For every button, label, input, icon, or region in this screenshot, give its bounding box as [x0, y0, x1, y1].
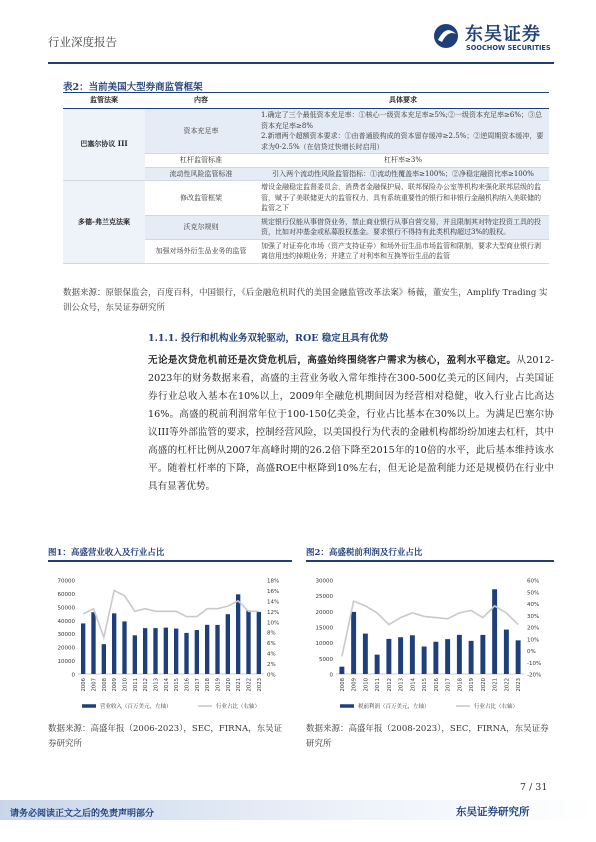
y-tick-label-right: 50% — [527, 590, 540, 597]
bar — [174, 629, 178, 674]
column-header: 监管法案 — [63, 93, 145, 109]
y-tick-label-left: 30000 — [315, 578, 333, 585]
x-tick-label: 2010 — [122, 678, 129, 692]
body-text: 从2012-2023年的财务数据来看，高盛的主营业务收入常年维持在300-500亿美元的区间内，占美国证券行业总收入基本在10%以上，2009年全融危机期间因为经营相对稳健，收入行业占比高达16%。高盛的税前利润常年位于100-150亿美金，行业占比基本在30%以上。为满足巴塞尔协议III等外部监管的要求，控制经营风险，以美国投行为代表的金融机构都纷纷加速去杠杆，其中高盛的杠杆比例从2007年高峰时期的26.2倍下降至2015年的10倍的水平，此后基本维持该水平。随着杠杆率的下降，高盛ROE中枢降到10%左右，但无论是盈利能力还是规模仍在行业中具有显著优势。 — [148, 355, 554, 492]
bar — [339, 667, 344, 674]
logo-text-en: SOOCHOW SECURITIES — [466, 44, 551, 52]
figure-1-divider — [48, 560, 292, 562]
x-tick-label: 2007 — [91, 678, 98, 692]
y-tick-label-right: 10% — [527, 637, 540, 644]
bar — [516, 640, 521, 674]
bar — [504, 630, 509, 674]
x-tick-label: 2021 — [492, 678, 499, 692]
x-tick-label: 2014 — [163, 678, 170, 692]
law-cell: 多德-弗兰克法案 — [63, 181, 145, 264]
requirement-cell — [257, 109, 549, 154]
requirement-cell: 增设金融稳定监督委员会，消费者金融保护局、联邦保险办公室等机构来强化联邦层级的监管，赋予了美联储更大的监管权力，具有系统重要性的银行和非银行金融机构纳入美联储的监管之下 — [257, 181, 549, 216]
legend-label: 行业占比（右轴） — [474, 704, 519, 710]
bar — [112, 613, 116, 674]
content-cell: 杠杆监管标准 — [145, 154, 257, 168]
x-tick-label: 2014 — [410, 678, 417, 692]
y-tick-label-right: 20% — [527, 625, 540, 632]
x-tick-label: 2013 — [398, 678, 405, 692]
bar — [122, 621, 126, 674]
x-tick-label: 2023 — [516, 678, 523, 692]
x-tick-label: 2021 — [236, 678, 243, 692]
law-cell: 巴塞尔协议 III — [63, 109, 145, 181]
legend-label: 税前利润（百万美元，左轴） — [358, 704, 430, 710]
y-tick-label-left: 10000 — [315, 641, 333, 648]
x-tick-label: 2018 — [205, 678, 212, 692]
bar — [445, 639, 450, 674]
content-cell: 流动性风险监管标准 — [145, 167, 257, 181]
section-heading: 1.1.1. 投行和机构业务双轮驱动，ROE 稳定且具有优势 — [148, 333, 389, 344]
bar — [410, 635, 415, 674]
bar — [386, 639, 391, 674]
x-tick-label: 2006 — [81, 678, 88, 692]
x-tick-label: 2016 — [433, 678, 440, 692]
x-tick-label: 2019 — [469, 678, 476, 692]
bar — [81, 623, 85, 674]
requirement-cell: 规定银行仅能从事借贷业务，禁止商业银行从事自营交易，并且限制其对特定投资工具的投资，比如对冲基金或私募股权基金。要求银行不得持有此类机构超过3%的股权。 — [257, 215, 549, 239]
x-tick-label: 2023 — [256, 678, 263, 692]
bar — [363, 634, 368, 674]
content-cell: 资本充足率 — [145, 109, 257, 154]
x-tick-label: 2015 — [174, 678, 181, 692]
x-tick-label: 2011 — [375, 678, 382, 692]
y-tick-label-left: 15000 — [315, 625, 333, 632]
x-tick-label: 2020 — [480, 678, 487, 692]
table-row — [63, 181, 549, 216]
disclaimer-text: 请务必阅读正文之后的免责声明部分 — [10, 809, 155, 819]
bar — [133, 635, 137, 674]
x-tick-label: 2012 — [386, 678, 393, 692]
y-tick-label-left: 70000 — [57, 578, 75, 585]
bar — [492, 589, 497, 674]
x-tick-label: 2012 — [143, 678, 150, 692]
y-tick-label-left: 25000 — [315, 594, 333, 601]
requirement-line: 2.新增两个超额资本要求：①由普通股构成的资本留存缓冲≥2.5%；②逆周期资本缓冲，要求为0-2.5%（在信贷过快增长时启用） — [261, 132, 544, 151]
body-paragraph — [148, 352, 554, 496]
x-tick-label: 2020 — [225, 678, 232, 692]
x-tick-label: 2019 — [215, 678, 222, 692]
bar — [351, 612, 356, 674]
bar — [102, 644, 106, 674]
y-tick-label-left: 50000 — [57, 605, 75, 612]
column-header: 具体要求 — [257, 93, 549, 109]
figure-1-source: 数据来源：高盛年报（2006-2023），SEC，FIRNA，东吴证券研究所 — [48, 724, 283, 749]
x-tick-label: 2018 — [457, 678, 464, 692]
y-tick-label-right: -20% — [527, 672, 542, 679]
column-header: 内容 — [145, 93, 257, 109]
y-tick-label-right: 10% — [267, 620, 280, 627]
y-tick-label-left: 20000 — [315, 609, 333, 616]
y-tick-label-left: 60000 — [57, 591, 75, 598]
y-tick-label-left: 20000 — [57, 645, 75, 652]
requirement-cell: 加强了对证券化市场（资产支持证券）和场外衍生品市场监管和限制，要求大型商业银行剥离信用违约掉期业务；并建立了对利率和互换等衍生品的监管 — [257, 239, 549, 263]
y-tick-label-right: 12% — [267, 609, 280, 616]
share-line — [342, 601, 518, 656]
bar — [433, 642, 438, 674]
bar — [153, 628, 157, 674]
y-tick-label-right: -10% — [527, 660, 542, 667]
y-tick-label-left: 5000 — [319, 656, 333, 663]
bar — [143, 628, 147, 674]
requirement-line: 1.确定了三个最低资本充足率：①核心一级资本充足率≥5%;②一级资本充足率≥6%；③总资本充足率≥8% — [261, 111, 542, 130]
bar — [91, 612, 95, 674]
lead-sentence: 无论是次贷危机前还是次贷危机后，高盛始终围绕客户需求为核心，盈利水平稳定。 — [148, 355, 517, 366]
content-cell: 沃克尔规则 — [145, 215, 257, 239]
x-tick-label: 2013 — [153, 678, 160, 692]
page-number: 7 / 31 — [520, 782, 548, 793]
footer-brand: 东吴证券研究所 — [456, 806, 530, 818]
y-tick-label-right: 30% — [527, 613, 540, 620]
bar — [422, 646, 427, 674]
figure-2-divider — [306, 560, 554, 562]
legend-label: 行业占比（右轴） — [216, 704, 261, 710]
bar — [215, 625, 219, 674]
bar — [195, 630, 199, 674]
bar — [226, 614, 230, 674]
bar — [398, 637, 403, 674]
y-tick-label-right: 40% — [527, 602, 540, 608]
x-tick-label: 2011 — [132, 678, 139, 692]
bar — [375, 655, 380, 674]
y-tick-label-left: 0 — [71, 672, 75, 679]
figure-1-title: 图1：高盛营业收入及行业占比 — [48, 548, 165, 558]
table-title: 表2：当前美国大型券商监管框架 — [63, 82, 203, 93]
x-tick-label: 2017 — [445, 678, 452, 692]
x-tick-label: 2009 — [351, 678, 358, 692]
x-tick-label: 2010 — [363, 678, 370, 692]
y-tick-label-right: 18% — [267, 578, 280, 585]
bar — [457, 635, 462, 674]
legend-label: 营业收入（百万美元，左轴） — [100, 704, 172, 710]
bar — [246, 610, 250, 674]
x-tick-label: 2008 — [101, 678, 108, 692]
report-type-label: 行业深度报告 — [48, 35, 117, 49]
revenue-chart — [48, 570, 294, 718]
bar — [205, 625, 209, 674]
regulation-table — [63, 92, 549, 264]
table-row — [63, 109, 549, 154]
y-tick-label-left: 40000 — [57, 618, 75, 625]
bar — [164, 628, 168, 674]
y-tick-label-left: 0 — [329, 672, 333, 679]
y-tick-label-right: 6% — [267, 641, 276, 648]
bar — [480, 635, 485, 674]
y-tick-label-left: 30000 — [57, 632, 75, 639]
bar — [184, 633, 188, 674]
y-tick-label-right: 4% — [267, 651, 276, 658]
y-tick-label-right: 14% — [267, 599, 280, 606]
logo-mark-icon — [434, 24, 458, 48]
figure-2-source: 数据来源：高盛年报（2008-2023），SEC，FIRNA，东吴证券研究所 — [306, 724, 549, 749]
y-tick-label-right: 8% — [267, 630, 276, 637]
table-header-row — [63, 93, 549, 109]
bar — [236, 594, 240, 674]
share-line — [83, 590, 259, 637]
x-tick-label: 2017 — [194, 678, 201, 692]
y-tick-label-right: 0% — [527, 649, 536, 655]
x-tick-label: 2022 — [246, 678, 253, 692]
figure-2-title: 图2：高盛税前利润及行业占比 — [306, 548, 423, 558]
y-tick-label-left: 10000 — [57, 659, 75, 666]
x-tick-label: 2008 — [339, 678, 346, 692]
table-source-note: 数据来源：原银保监会，百度百科，中国银行，《后金融危机时代的美国金融监管改革法案》杨薇，董安生，Amplify Trading 实训公众号，东吴证券研究所 — [63, 288, 548, 313]
bar — [469, 641, 474, 674]
logo-text-cn: 东吴证券 — [465, 24, 541, 45]
y-tick-label-right: 2% — [267, 662, 276, 669]
y-tick-label-right: 0% — [267, 672, 276, 679]
content-cell: 修改监管框架 — [145, 181, 257, 216]
x-tick-label: 2009 — [112, 678, 119, 692]
x-tick-label: 2015 — [422, 678, 429, 692]
x-tick-label: 2022 — [504, 678, 511, 692]
profit-chart — [306, 570, 554, 718]
requirement-cell: 杠杆率≥3% — [257, 154, 549, 168]
bar — [257, 612, 261, 674]
requirement-cell: 引入两个流动性风险监管指标：①流动性覆盖率≥100%；②净稳定融资比率≥100% — [257, 167, 549, 181]
y-tick-label-right: 60% — [527, 578, 540, 585]
header-divider — [48, 62, 554, 64]
y-tick-label-right: 16% — [267, 588, 280, 595]
content-cell: 加强对场外衍生品业务的监管 — [145, 239, 257, 263]
x-tick-label: 2016 — [184, 678, 191, 692]
